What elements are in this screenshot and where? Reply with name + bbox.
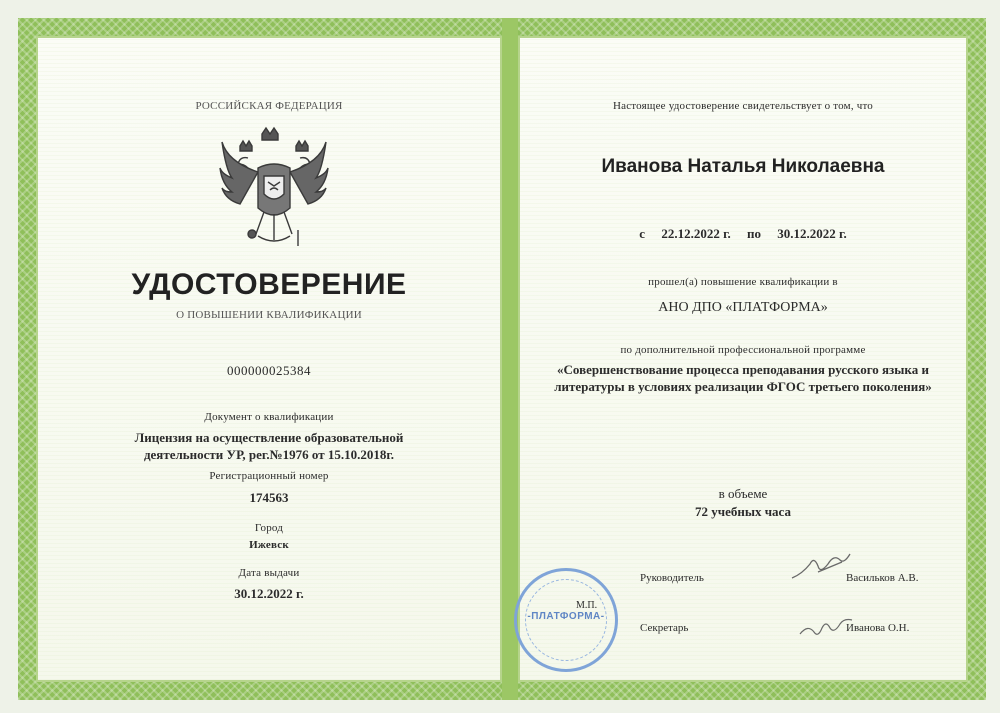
stamp-text: -ПЛАТФОРМА- — [527, 611, 605, 622]
city-value: Ижевск — [249, 539, 289, 551]
seal-label: М.П. — [576, 600, 598, 611]
document-label: Документ о квалификации — [204, 411, 334, 423]
issue-date-label: Дата выдачи — [238, 567, 300, 579]
license-line-1: Лицензия на осуществление образовательной — [134, 430, 404, 445]
spine — [502, 18, 518, 700]
program-line-2: литературы в условиях реализации ФГОС третьего поколения» — [554, 379, 932, 394]
certify-text: Настоящее удостоверение свидетельствует о том, что — [612, 100, 874, 112]
secretary-label: Секретарь — [640, 622, 689, 634]
director-label: Руководитель — [640, 572, 704, 584]
serial-number: 000000025384 — [227, 363, 311, 378]
secretary-name: Иванова О.Н. — [846, 622, 910, 634]
date-to: 30.12.2022 г. — [777, 226, 847, 241]
certificate-subtitle: О ПОВЫШЕНИИ КВАЛИФИКАЦИИ — [176, 309, 362, 321]
date-from: 22.12.2022 г. — [661, 226, 731, 241]
program-line-1: «Совершенствование процесса преподавания русского языка и — [557, 362, 929, 377]
organization-name: АНО ДПО «ПЛАТФОРМА» — [658, 300, 828, 315]
reg-number-label: Регистрационный номер — [209, 470, 329, 482]
certificate-title: УДОСТОВЕРЕНИЕ — [131, 268, 407, 301]
certificate-frame — [18, 18, 986, 700]
city-label: Город — [254, 522, 284, 534]
reg-number: 174563 — [249, 490, 289, 505]
country-label: РОССИЙСКАЯ ФЕДЕРАЦИЯ — [195, 100, 343, 112]
to-label: по — [747, 226, 762, 241]
program-label: по дополнительной профессиональной программе — [620, 344, 866, 356]
holder-name: Иванова Наталья Николаевна — [601, 156, 885, 177]
left-page — [36, 36, 502, 682]
hours-value: 72 учебных часа — [694, 504, 791, 519]
passed-text: прошел(а) повышение квалификации в — [648, 276, 838, 288]
right-page — [518, 36, 968, 682]
training-period — [520, 226, 966, 242]
director-name: Васильков А.В. — [846, 572, 919, 584]
coat-of-arms-icon — [218, 124, 330, 254]
issue-date: 30.12.2022 г. — [234, 586, 304, 601]
license-line-2: деятельности УР, рег.№1976 от 15.10.2018г. — [143, 447, 395, 462]
from-label: с — [639, 226, 646, 241]
volume-label: в объеме — [718, 486, 768, 501]
organization-stamp — [514, 568, 618, 672]
